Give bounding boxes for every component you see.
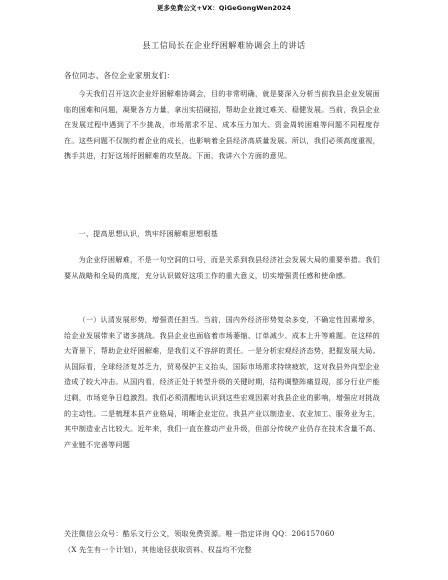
salutation: 各位同志、各位企业家朋友们：: [64, 71, 175, 80]
footer-notice: [64, 526, 380, 557]
paragraph-section-1-intro: 为企业纾困解难，不是一句空洞的口号，而是关系到我县经济社会发展大局的重要举措。我们要从战略和全局的高度，充分认识做好这项工作的重大意义，切实增强责任感和使命感。: [64, 255, 380, 280]
promo-banner: 更多免费公文+VX：QiGeGongWen2024: [156, 4, 292, 12]
footer-line-2: （X 先生有一个计划），其他途径获取资料、权益均不完整: [64, 544, 252, 554]
paragraph-opening: 今天我们召开这次企业纾困解难协调会，目的非常明确，就是要深入分析当前我县企业发展面临的困难和问题，凝聚各方力量，拿出实招硬招，帮助企业渡过难关、稳健发展。当前，我县企业在发展过程中遇到了不少挑战，市场需求不足、成本压力加大、资金周转困难等问题不同程度存在。这些问题不仅制约着企业的成长，也影响着全县经济高质量发展。所以，我们必须高度重视，携手共进，打好这场纾困解难的攻坚战。下面，我讲六个方面的意见。: [64, 89, 380, 161]
document-title: 县工信局长在企业纾困解难协调会上的讲话: [142, 40, 306, 50]
footer-line-1: 关注微信公众号：酷乐文行公文，领取免费资源。唯一指定详询 QQ：206157060: [64, 529, 335, 538]
section-heading-1: 一、提高思想认识，筑牢纾困解难思想根基: [78, 229, 219, 238]
paragraph-section-1-point-1: （一）认清发展形势，增强责任担当。当前，国内外经济形势复杂多变，不确定性因素增多，给企业发展带来了诸多挑战。我县企业也面临着市场萎缩、订单减少、成本上升等难题。在这样的大背景下，帮助企业纾困解难，是我们义不容辞的责任。一是分析宏观经济态势，把握发展大局。从国际看，全球经济复苏乏力，贸易保护主义抬头，国际市场需求持续疲软，这对我县外向型企业造成了较大冲击。从国内看，经济正处于转型升级的关键时期，结构调整阵痛显现，部分行业产能过剩，市场竞争日趋激烈。我们必须清醒地认识到这些宏观因素对我县企业的影响，增强应对挑战的主动性。二是梳理本县产业格局，明晰企业定位。我县产业以制造业、农业加工、服务业为主，其中制造业占比较大。近年来，我们一直在推动产业升级，但部分传统产业仍存在技术含量不高、产业链不完善等问题: [64, 315, 380, 449]
